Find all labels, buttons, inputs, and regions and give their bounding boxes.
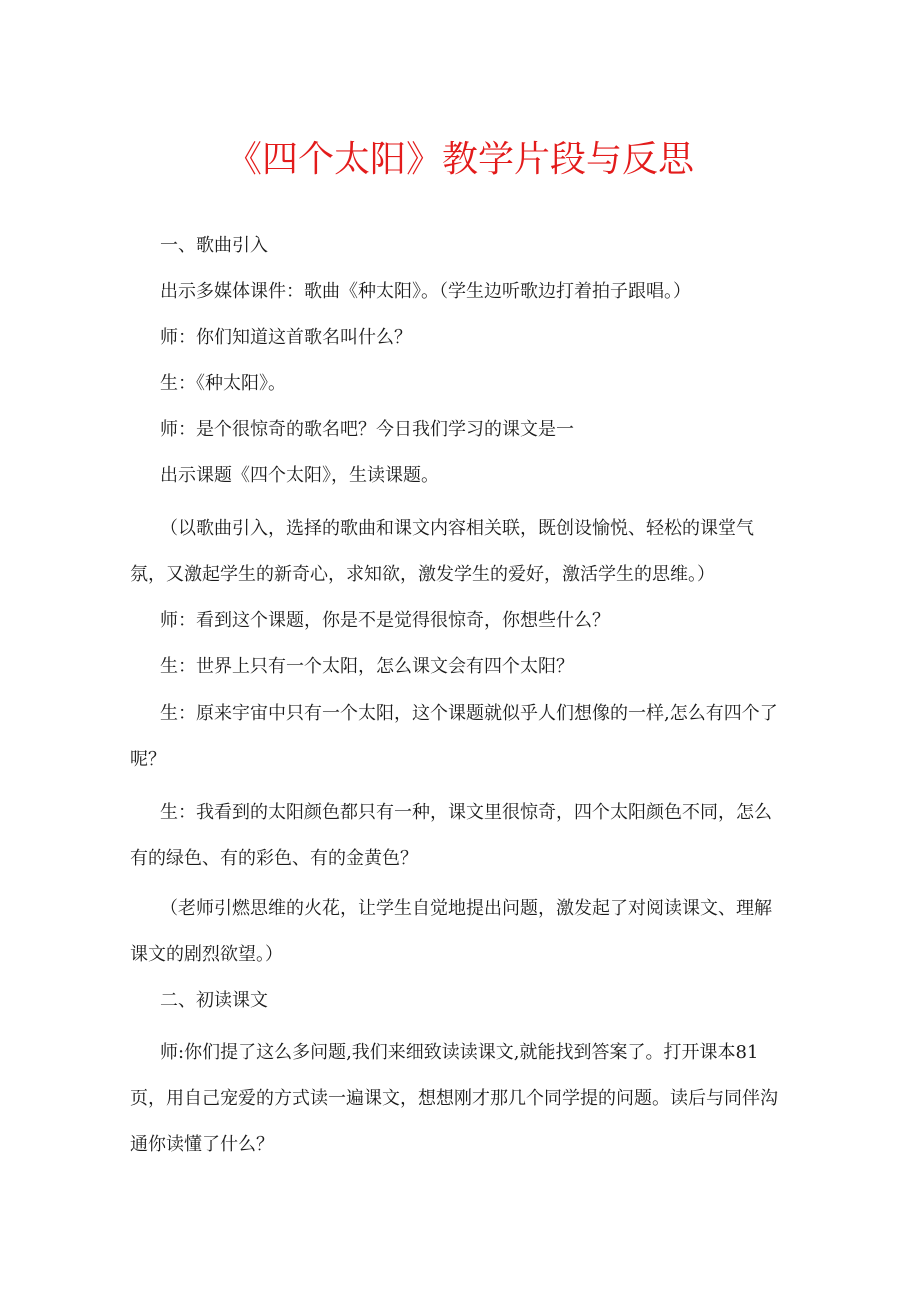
paragraph: 师：看到这个课题，你是不是觉得很惊奇，你想些什么？ — [160, 610, 610, 631]
paragraph: 出示课题《四个太阳》，生读课题。 — [160, 465, 439, 486]
paragraph: 师：你们知道这首歌名叫什么？ — [160, 327, 412, 348]
paragraph: 师:你们提了这么多问题,我们来细致读读课文,就能找到答案了。打开课本81页，用自己宠爱的方式读一遍课文，想想刚才那几个同学提的问题。读后与同伴沟通你读懂了什么？ — [130, 1042, 778, 1155]
paragraph-section-2-heading: 二、初读课文 — [160, 990, 268, 1011]
paragraph-reflection: （老师引燃思维的火花，让学生自觉地提出问题，激发起了对阅读课文、理解课文的剧烈欲望。） — [130, 898, 772, 965]
paragraph: 出示多媒体课件：歌曲《种太阳》。（学生边听歌边打着拍子跟唱。） — [160, 281, 691, 302]
document-title: 《四个太阳》教学片段与反思 — [225, 139, 694, 180]
paragraph-reflection: （以歌曲引入，选择的歌曲和课文内容相关联，既创设愉悦、轻松的课堂气氛，又激起学生的新奇心，求知欲，激发学生的爱好，激活学生的思维。） — [130, 518, 754, 585]
paragraph-section-1-heading: 一、歌曲引入 — [160, 235, 268, 256]
paragraph: 生：原来宇宙中只有一个太阳，这个课题就似乎人们想像的一样,怎么有四个了呢？ — [130, 703, 778, 770]
paragraph: 生：世界上只有一个太阳，怎么课文会有四个太阳？ — [160, 656, 574, 677]
paragraph: 生：我看到的太阳颜色都只有一种，课文里很惊奇，四个太阳颜色不同，怎么有的绿色、有的彩色、有的金黄色？ — [130, 802, 772, 869]
paragraph: 生：《种太阳》。 — [160, 373, 286, 394]
paragraph: 师：是个很惊奇的歌名吧？今日我们学习的课文是一 — [160, 419, 574, 440]
